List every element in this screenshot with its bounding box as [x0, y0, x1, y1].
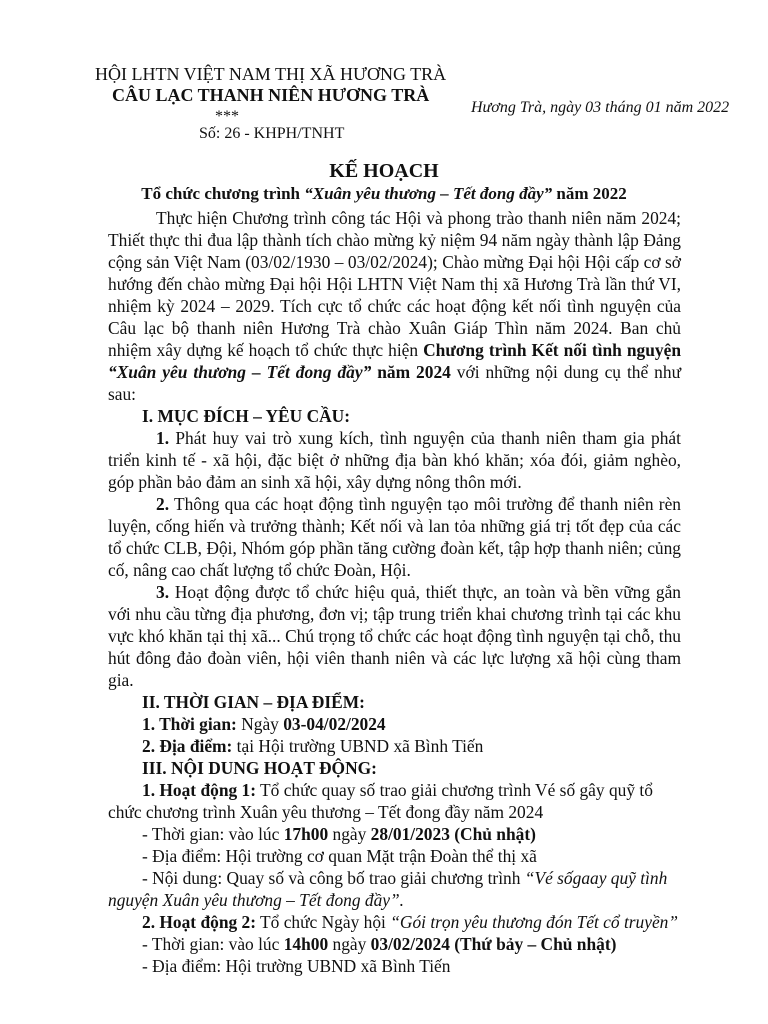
- time-label: 1. Thời gian:: [142, 714, 237, 734]
- document-title: KẾ HOẠCH: [329, 160, 439, 182]
- time-date: 03/02/2024 (Thứ bảy – Chủ nhật): [370, 934, 617, 954]
- item-number: 2.: [156, 494, 170, 514]
- time-prefix: Ngày: [236, 714, 284, 734]
- stars-separator: ***: [215, 108, 239, 125]
- document-body: [108, 207, 681, 977]
- time-prefix: - Thời gian: vào lúc: [142, 934, 284, 954]
- activity-1-text: Tổ chức quay số trao giải chương trình Vé số gây quỹ tổ chức chương trình Xuân yêu thương – Tết đong đầy năm 2024: [108, 780, 653, 822]
- time-mid: ngày: [328, 824, 371, 844]
- subtitle-year: năm 2022: [552, 184, 627, 203]
- item-text: Hoạt động được tổ chức hiệu quả, thiết thực, an toàn và bền vững gắn với nhu cầu từng địa phương, đơn vị; tập trung triển khai chương trình tại các khu vực khó khăn tại thị xã... Chú trọng tổ chức các hoạt động tình nguyện tại chỗ, thu hút đông đảo đoàn viên, hội viên thanh niên và các lực lượng xã hội cùng tham gia.: [108, 582, 681, 690]
- place-value: tại Hội trường UBND xã Bình Tiến: [232, 736, 484, 756]
- activity-1-place: - Địa điểm: Hội trường cơ quan Mặt trận Đoàn thể thị xã: [142, 846, 537, 866]
- activity-1-content: [108, 867, 681, 911]
- activity-2-time: [108, 933, 681, 955]
- content-program-name: “Vé sốgaay quỹ tình nguyện Xuân yêu thương – Tết đong đầy”.: [108, 868, 668, 910]
- place-label: 2. Địa điểm:: [142, 736, 233, 756]
- document-number: Số: 26 - KHPH/TNHT: [199, 125, 345, 142]
- time-prefix: - Thời gian: vào lúc: [142, 824, 284, 844]
- time-date: 28/01/2023 (Chủ nhật): [370, 824, 536, 844]
- intro-program-bold: Chương trình Kết nối tình nguyện: [423, 340, 681, 360]
- subtitle-prefix: Tổ chức chương trình: [141, 184, 305, 203]
- item-number: 1.: [156, 428, 170, 448]
- document-date: Hương Trà, ngày 03 tháng 01 năm 2022: [471, 99, 730, 116]
- activity-2-text: Tổ chức Ngày hội: [256, 912, 391, 932]
- content-prefix: - Nội dung: Quay số và công bố trao giải chương trình: [142, 868, 525, 888]
- intro-paragraph: [108, 207, 681, 405]
- section1-heading: I. MỤC ĐÍCH – YÊU CẦU:: [142, 406, 351, 426]
- activity-1: [108, 779, 681, 823]
- club-name: CÂU LẠC THANH NIÊN HƯƠNG TRÀ: [112, 85, 430, 105]
- intro-year: năm 2024: [371, 362, 451, 382]
- activity-2-label: 2. Hoạt động 2:: [142, 912, 257, 932]
- intro-tail: với những nội dung cụ thể như sau:: [108, 362, 681, 404]
- activity-1-label: 1. Hoạt động 1:: [142, 780, 257, 800]
- section2-time: [108, 713, 681, 735]
- section3-heading: III. NỘI DUNG HOẠT ĐỘNG:: [142, 758, 377, 778]
- section2-heading: II. THỜI GIAN – ĐỊA ĐIỂM:: [142, 692, 365, 712]
- subtitle-program-name: “Xuân yêu thương – Tết đong đầy”: [304, 184, 553, 203]
- section1-item-3: [108, 581, 681, 691]
- time-hour: 17h00: [283, 824, 329, 844]
- document-subtitle: [0, 184, 768, 204]
- intro-program-name: “Xuân yêu thương – Tết đong đầy”: [108, 362, 372, 382]
- time-hour: 14h00: [283, 934, 329, 954]
- section2-place: [108, 735, 681, 757]
- time-value: 03-04/02/2024: [283, 714, 386, 734]
- activity-2-program-name: “Gói trọn yêu thương đón Tết cổ truyền”: [390, 912, 679, 932]
- item-text: Phát huy vai trò xung kích, tình nguyện của thanh niên tham gia phát triển kinh tế - xã hội, đặc biệt ở những địa bàn khó khăn; xóa đói, giảm nghèo, góp phần bảo đảm an sinh xã hội, xây dựng nông thôn mới.: [108, 428, 681, 492]
- activity-2: [108, 911, 681, 933]
- time-mid: ngày: [328, 934, 371, 954]
- activity-1-time: [108, 823, 681, 845]
- organization-name: HỘI LHTN VIỆT NAM THỊ XÃ HƯƠNG TRÀ: [95, 64, 447, 84]
- item-text: Thông qua các hoạt động tình nguyện tạo môi trường để thanh niên rèn luyện, cống hiến và trưởng thành; Kết nối và lan tỏa những giá trị tốt đẹp của các tổ chức CLB, Đội, Nhóm góp phần tăng cường đoàn kết, tập hợp thanh niên; củng cố, nâng cao chất lượng tổ chức Đoàn, Hội.: [108, 494, 681, 580]
- item-number: 3.: [156, 582, 170, 602]
- activity-2-place: - Địa điểm: Hội trường UBND xã Bình Tiến: [142, 956, 451, 976]
- section1-item-1: [108, 427, 681, 493]
- section1-item-2: [108, 493, 681, 581]
- intro-text: Thực hiện Chương trình công tác Hội và phong trào thanh niên năm 2024; Thiết thực thi đua lập thành tích chào mừng kỷ niệm 94 năm ngày thành lập Đảng cộng sản Việt Nam (03/02/1930 – 03/02/2024); Chào mừng Đại hội Hội cấp cơ sở hướng đến chào mừng Đại hội Hội LHTN Việt Nam thị xã Hương Trà lần thứ VI, nhiệm kỳ 2024 – 2029. Tích cực tổ chức các hoạt động kết nối tình nguyện của Câu lạc bộ thanh niên Hương Trà chào Xuân Giáp Thìn năm 2024. Ban chủ nhiệm xây dựng kế hoạch tổ chức thực hiện: [108, 208, 681, 360]
